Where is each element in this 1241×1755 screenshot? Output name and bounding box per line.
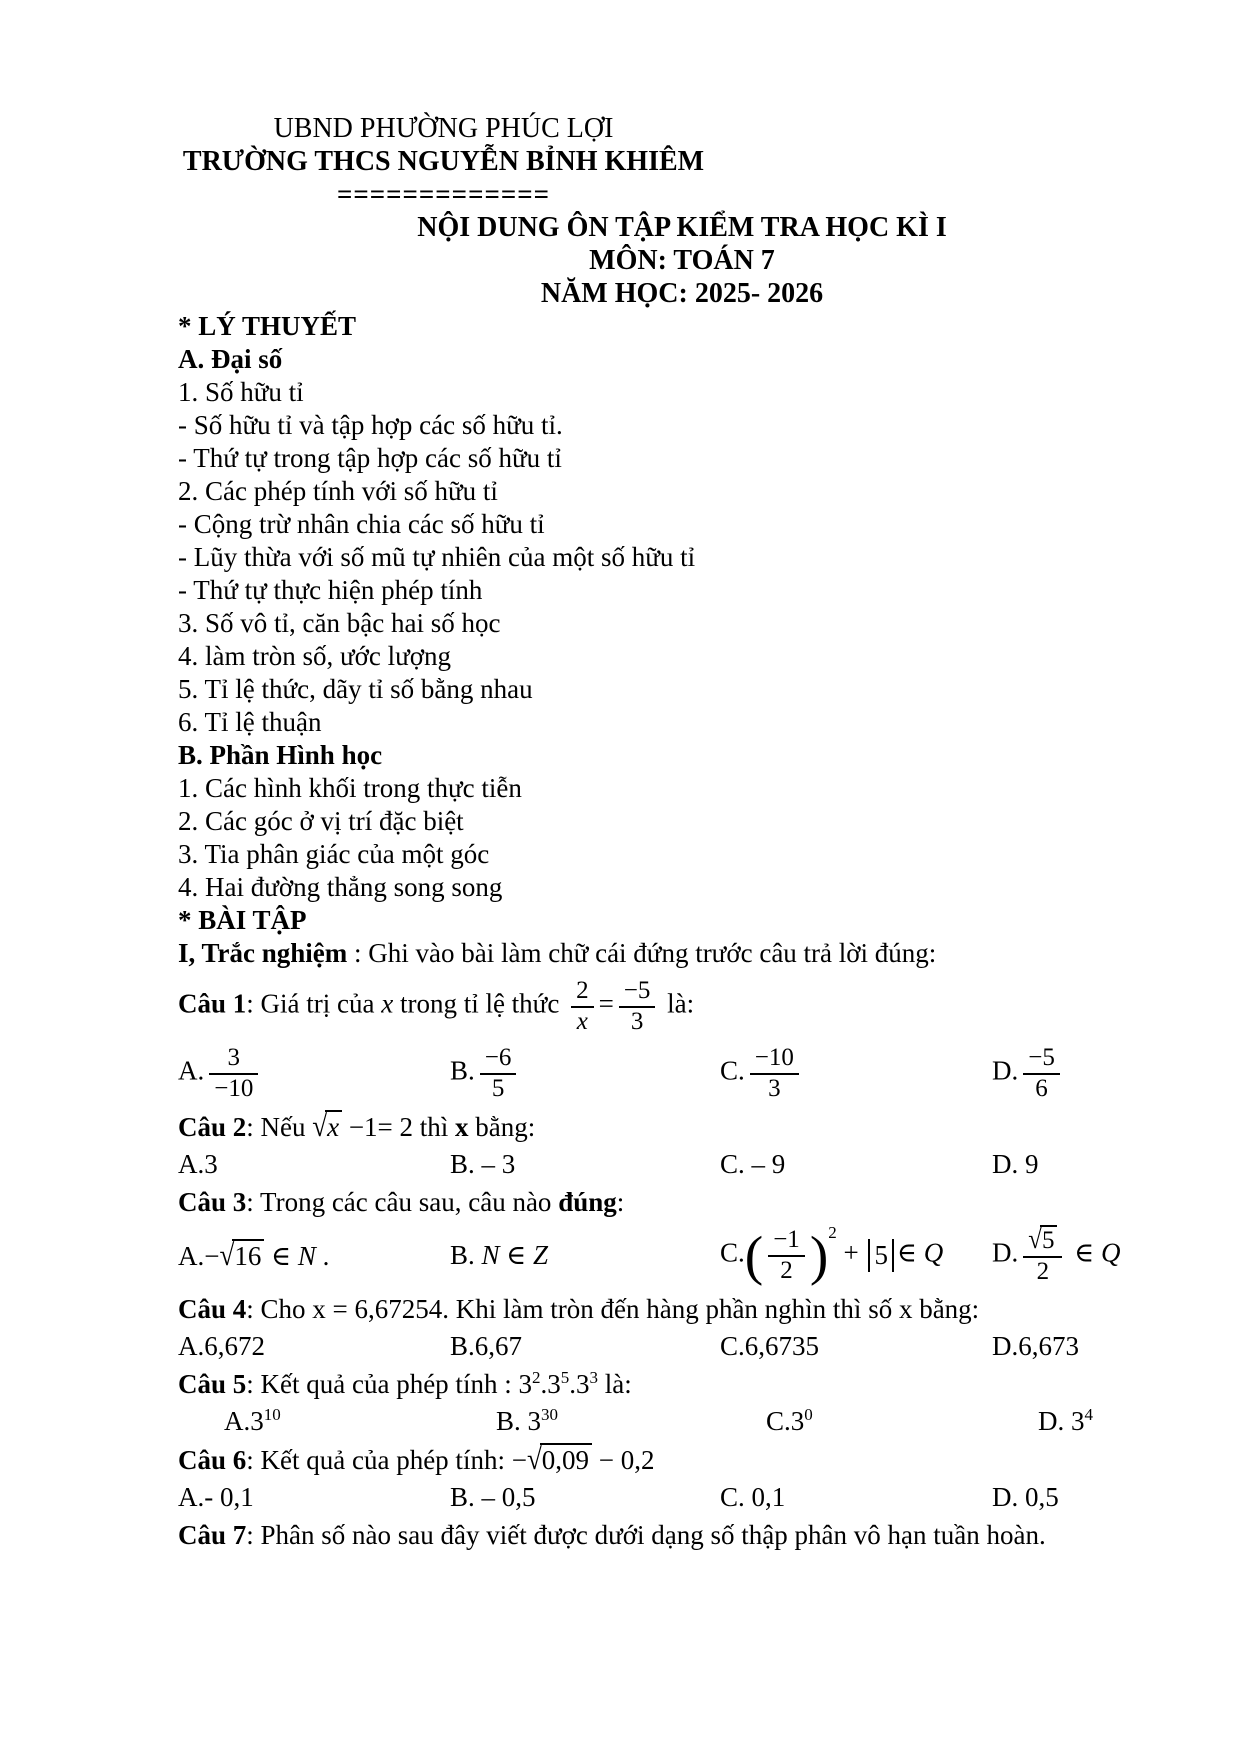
question-text: : Kết quả của phép tính: (246, 1445, 512, 1475)
fraction-numerator: −10 (750, 1044, 799, 1075)
fraction-numerator: −6 (480, 1044, 517, 1075)
question-text: : Trong các câu sau, câu nào (246, 1187, 559, 1217)
question-text: là: (660, 988, 695, 1019)
answer-option (178, 1042, 450, 1105)
emphasized-word: đúng (558, 1187, 617, 1217)
answer-option: B. – 3 (450, 1149, 516, 1179)
document-subject: MÔN: TOÁN 7 (589, 245, 775, 276)
dot-operator: . (569, 1369, 576, 1399)
theory-item: - Lũy thừa với số mũ tự nhiên của một số hữu tỉ (178, 542, 696, 572)
geometry-heading: B. Phần Hình học (178, 740, 383, 770)
radicand: 0,09 (540, 1443, 592, 1474)
school-name: TRƯỜNG THCS NGUYỄN BỈNH KHIÊM (182, 146, 705, 177)
letterhead-divider: ============= (336, 179, 550, 209)
document-title-block (178, 211, 1186, 310)
question-text: : (616, 1187, 625, 1217)
question-text: trong tỉ lệ thức (393, 988, 567, 1019)
answer-option (992, 1042, 1186, 1105)
set-symbol: N (481, 1240, 500, 1270)
question-text: −1= 2 (342, 1112, 420, 1142)
theory-item: 2. Các phép tính với số hữu tỉ (178, 476, 498, 506)
theory-item: 3. Số vô tỉ, căn bậc hai số học (178, 608, 501, 638)
question-label: Câu 5 (178, 1369, 247, 1399)
fraction-numerator: −5 (1023, 1044, 1060, 1075)
equals-sign: = (598, 988, 614, 1019)
exercises-heading: * BÀI TẬP (178, 905, 307, 935)
fraction (571, 977, 594, 1036)
base: 3 (527, 1406, 542, 1436)
radicand (325, 1110, 342, 1141)
theory-item: - Số hữu tỉ và tập hợp các số hữu tỉ. (178, 410, 563, 440)
option-label: D. (992, 1237, 1019, 1268)
answer-option: A.3 (178, 1149, 218, 1179)
question-label: Câu 1 (178, 988, 247, 1019)
exponent: 30 (541, 1405, 559, 1424)
question-text: − 0,2 (592, 1445, 655, 1475)
org-name: UBND PHƯỜNG PHÚC LỢI (273, 113, 614, 144)
theory-item: 3. Tia phân giác của một góc (178, 839, 490, 869)
exponent: 2 (828, 1222, 837, 1242)
fraction (768, 1226, 805, 1285)
option-label: C. (720, 1237, 745, 1268)
exponent: 10 (263, 1405, 281, 1424)
theory-item: - Cộng trừ nhân chia các số hữu tỉ (178, 509, 545, 539)
option-label: D. (992, 1055, 1019, 1086)
answer-option (496, 1405, 766, 1438)
math-variable: x (381, 988, 394, 1019)
answer-option (992, 1223, 1186, 1288)
open-parenthesis: ( (744, 1224, 764, 1286)
set-symbol: Q (923, 1237, 944, 1268)
question-text: bằng: (468, 1112, 536, 1142)
question-1-statement (178, 975, 1186, 1038)
fraction-numerator: −1 (768, 1226, 805, 1257)
element-of-sign: ∈ (896, 1237, 924, 1268)
answer-option (1038, 1405, 1186, 1438)
fraction-numerator (1023, 1225, 1062, 1258)
answer-option: A.6,672 (178, 1331, 265, 1361)
question-3-statement (178, 1186, 1186, 1219)
question-6-statement (178, 1443, 1186, 1477)
theory-item: 4. làm tròn số, ước lượng (178, 641, 452, 671)
answer-option: C. 0,1 (720, 1482, 786, 1512)
fraction (480, 1044, 517, 1103)
radicand: 16 (232, 1239, 264, 1270)
fraction (1023, 1044, 1060, 1103)
option-label: A. (178, 1240, 205, 1271)
option-label: A. (224, 1406, 251, 1436)
base: 3 (518, 1369, 532, 1399)
question-label: Câu 2 (178, 1112, 247, 1142)
fraction-denominator: 2 (1036, 1257, 1050, 1285)
fraction (1023, 1225, 1062, 1286)
answer-option (450, 1239, 720, 1272)
answer-option: B.6,67 (450, 1331, 523, 1361)
mc-heading-label: I, Trắc nghiệm (178, 938, 348, 968)
base: 3 (547, 1369, 561, 1399)
option-label: D. (1038, 1406, 1071, 1436)
document-school-year: NĂM HỌC: 2025- 2026 (540, 278, 824, 309)
fraction (209, 1044, 258, 1103)
fraction-denominator: 6 (1035, 1074, 1048, 1102)
question-5-options (178, 1405, 1186, 1438)
answer-option (178, 1239, 450, 1273)
mc-instruction: : Ghi vào bài làm chữ cái đứng trước câu trả lời đúng: (347, 938, 937, 968)
question-text: : Phân số nào sau đây viết được dưới dạng số thập phân vô hạn tuần hoàn. (246, 1520, 1046, 1550)
fraction (619, 977, 656, 1036)
answer-option: B. – 0,5 (450, 1482, 536, 1512)
exponent: 2 (531, 1368, 541, 1387)
fraction-numerator: −5 (619, 977, 656, 1008)
radical-sign: √ (1028, 1224, 1042, 1255)
question-4-options (178, 1330, 1186, 1363)
answer-option (224, 1405, 496, 1438)
element-of-sign: ∈ (1067, 1237, 1101, 1268)
square-root (527, 1443, 592, 1477)
exponent: 3 (589, 1368, 598, 1387)
fraction-denominator: 3 (630, 1007, 644, 1035)
fraction-denominator: −10 (214, 1074, 254, 1102)
answer-option: D.6,673 (992, 1331, 1079, 1361)
theory-item: 6. Tỉ lệ thuận (178, 707, 322, 737)
document-title: NỘI DUNG ÔN TẬP KIỂM TRA HỌC KÌ I (417, 212, 947, 243)
answer-option (720, 1042, 992, 1105)
math-variable: x (327, 1112, 340, 1142)
square-root (312, 1110, 342, 1144)
theory-item: 1. Số hữu tỉ (178, 377, 304, 407)
question-text: . (315, 1240, 330, 1271)
question-label: Câu 6 (178, 1445, 247, 1475)
fraction-denominator: 5 (491, 1074, 505, 1102)
theory-item: 1. Các hình khối trong thực tiễn (178, 773, 522, 803)
exponent: 5 (560, 1368, 570, 1387)
question-text: là: (597, 1369, 632, 1399)
answer-option (766, 1405, 1038, 1438)
option-label: B. (450, 1055, 475, 1086)
square-root (1028, 1225, 1057, 1256)
dot-operator: . (540, 1369, 548, 1399)
base: 3 (790, 1406, 805, 1436)
theory-item: - Thứ tự trong tập hợp các số hữu tỉ (178, 443, 562, 473)
radicand: 5 (1040, 1225, 1058, 1254)
answer-option: D. 0,5 (992, 1482, 1059, 1512)
fraction-numerator: 3 (209, 1044, 258, 1075)
theory-item: - Thứ tự thực hiện phép tính (178, 575, 483, 605)
option-label: B. (496, 1406, 528, 1436)
question-2-statement (178, 1110, 1186, 1144)
radical-sign: √ (312, 1109, 328, 1143)
answer-option (720, 1224, 992, 1287)
exponent: 4 (1084, 1405, 1093, 1424)
answer-option: C.6,6735 (720, 1331, 820, 1361)
set-symbol: N (297, 1240, 316, 1271)
exponent: 0 (804, 1405, 813, 1424)
letterhead (156, 112, 731, 211)
question-5-statement (178, 1368, 1186, 1401)
question-label: Câu 7 (178, 1520, 247, 1550)
question-text: thì (419, 1112, 456, 1142)
set-symbol: Q (1100, 1237, 1121, 1268)
question-2-options (178, 1148, 1186, 1181)
answer-option (450, 1042, 720, 1105)
exercise-section (178, 904, 1186, 1552)
close-parenthesis: ) (809, 1224, 829, 1286)
option-label: A. (178, 1055, 205, 1086)
power-expression (518, 1369, 598, 1399)
minus-sign: − (511, 1445, 527, 1475)
question-6-options (178, 1481, 1186, 1514)
theory-item: 5. Tỉ lệ thức, dãy tỉ số bằng nhau (178, 674, 533, 704)
theory-item: 2. Các góc ở vị trí đặc biệt (178, 806, 464, 836)
element-of-sign: ∈ (264, 1240, 298, 1271)
fraction-denominator (571, 1008, 594, 1037)
question-text: : Giá trị của (246, 988, 382, 1019)
option-label: C. (720, 1055, 745, 1086)
question-3-options (178, 1223, 1186, 1288)
minus-sign: − (204, 1240, 220, 1271)
base: 3 (575, 1369, 590, 1399)
math-variable: x (576, 1007, 588, 1035)
theory-section (178, 310, 1186, 904)
question-text: : Kết quả của phép tính : (246, 1369, 519, 1399)
algebra-heading: A. Đại số (178, 344, 283, 374)
radical-sign: √ (219, 1237, 235, 1272)
option-label: C. (766, 1406, 791, 1436)
theory-heading: * LÝ THUYẾT (178, 311, 357, 341)
fraction-denominator: 3 (768, 1074, 781, 1102)
fraction (750, 1044, 799, 1103)
fraction-numerator: 2 (571, 977, 594, 1008)
question-1-options (178, 1042, 1186, 1105)
question-7-statement (178, 1519, 1186, 1552)
question-4-statement (178, 1293, 1186, 1326)
math-variable: x (455, 1112, 469, 1142)
question-text: : Nếu (246, 1112, 313, 1142)
question-label: Câu 4 (178, 1294, 247, 1324)
element-of-sign: ∈ (499, 1240, 534, 1270)
multiple-choice-heading (178, 937, 1186, 970)
base: 3 (250, 1406, 264, 1436)
plus-sign: + (836, 1237, 866, 1268)
absolute-value: 5 (868, 1239, 894, 1272)
question-text: : Cho x = 6,67254. Khi làm tròn đến hàng phần nghìn thì số x bằng: (246, 1294, 980, 1324)
radical-sign: √ (526, 1442, 542, 1476)
option-label: B. (450, 1240, 482, 1270)
theory-item: 4. Hai đường thẳng song song (178, 872, 503, 902)
set-symbol: Z (533, 1240, 549, 1270)
base: 3 (1071, 1406, 1085, 1436)
question-label: Câu 3 (178, 1187, 247, 1217)
answer-option: A.- 0,1 (178, 1482, 254, 1512)
square-root (219, 1239, 264, 1273)
answer-option: D. 9 (992, 1149, 1039, 1179)
answer-option: C. – 9 (720, 1149, 786, 1179)
fraction-denominator: 2 (780, 1256, 793, 1284)
